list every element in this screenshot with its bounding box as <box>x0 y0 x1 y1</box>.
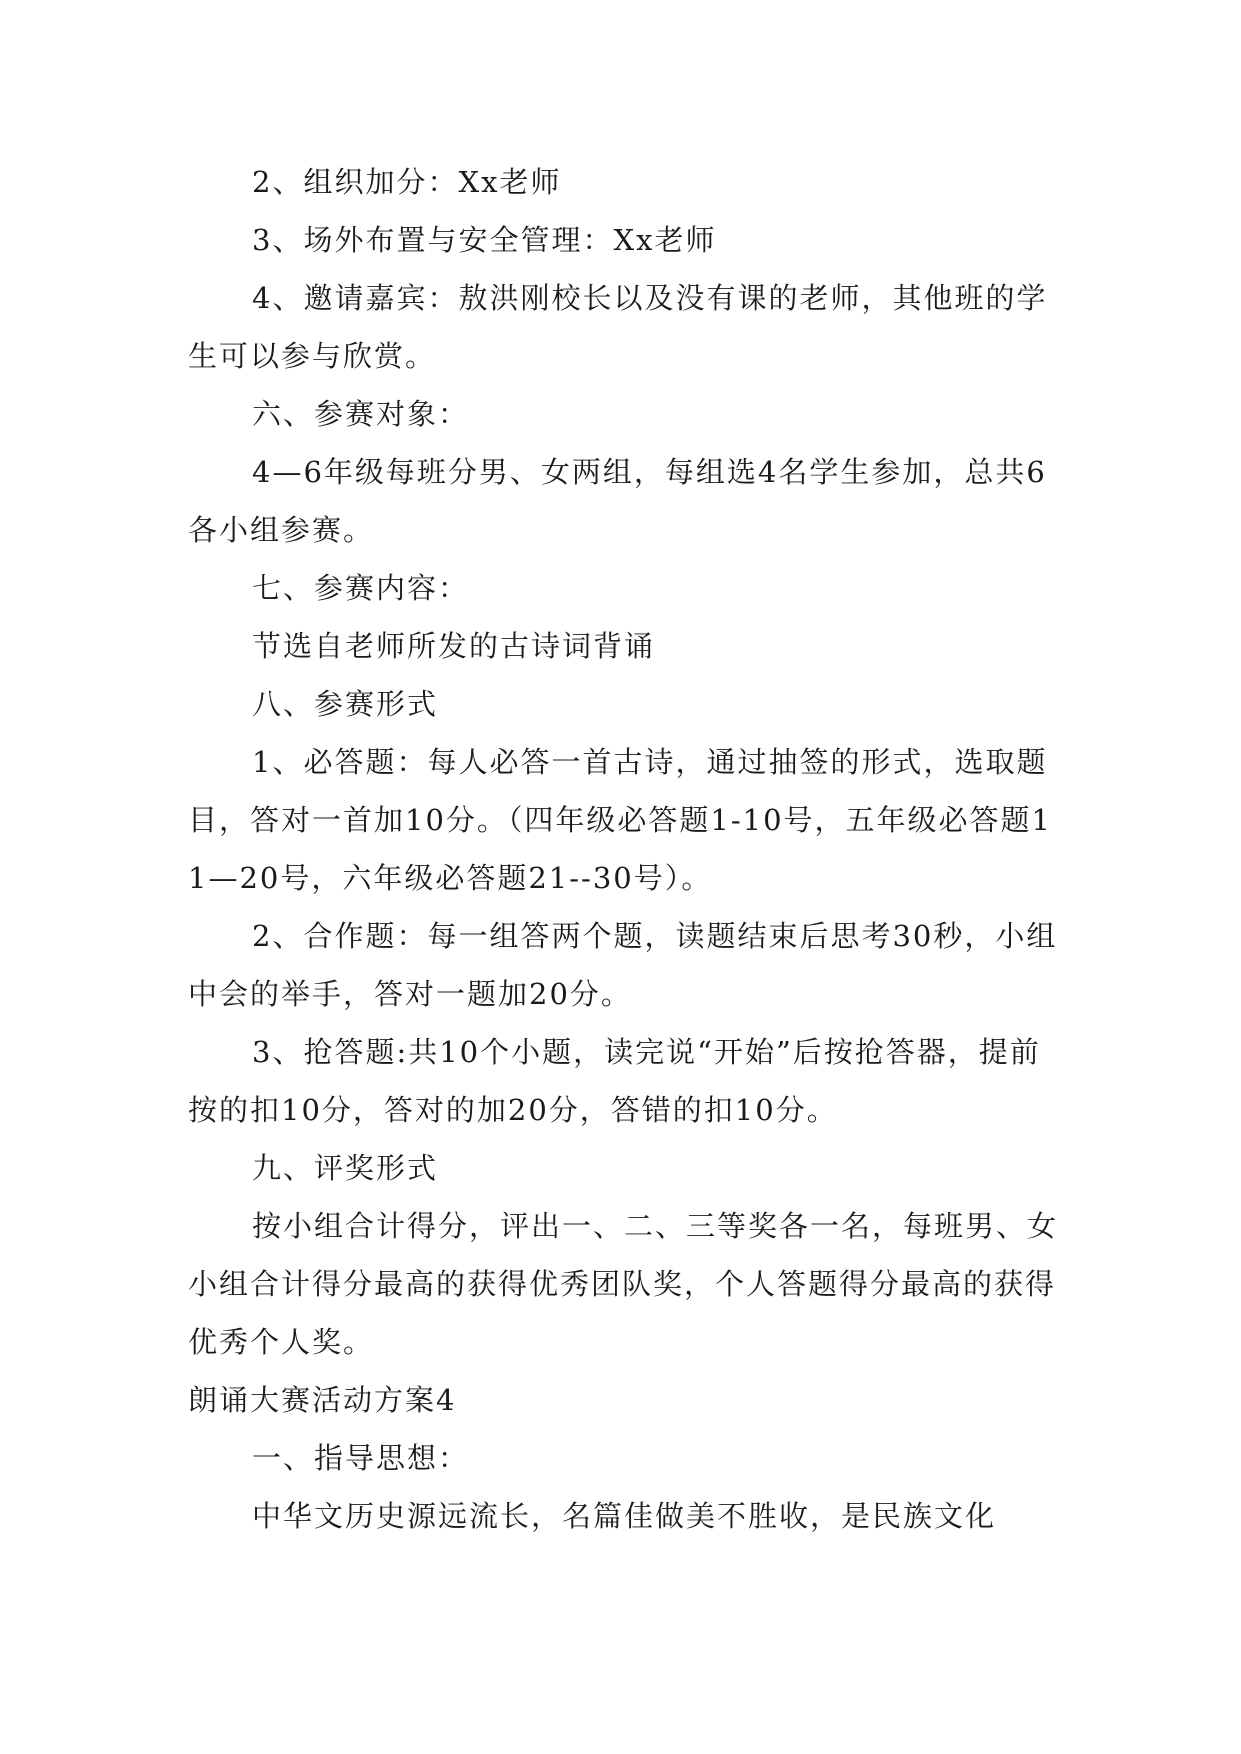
paragraph-organize-scoring: 2、组织加分：Xx老师 <box>252 165 562 199</box>
document-body <box>188 153 1068 1545</box>
heading-content: 七、参赛内容： <box>252 571 470 605</box>
heading-awards: 九、评奖形式 <box>252 1151 439 1185</box>
paragraph-content: 节选自老师所发的古诗词背诵 <box>252 629 656 663</box>
paragraph-guiding-ideology: 中华文历史源远流长，名篇佳做美不胜收，是民族文化 <box>252 1499 997 1533</box>
paragraph-buzzer-questions: 3、抢答题:共10个小题，读完说“开始”后按抢答器，提前按的扣10分，答对的加20分，答错的扣10分。 <box>188 1035 1041 1127</box>
paragraph-venue-safety: 3、场外布置与安全管理：Xx老师 <box>252 223 717 257</box>
heading-guiding-ideology: 一、指导思想： <box>252 1441 470 1475</box>
paragraph-awards: 按小组合计得分，评出一、二、三等奖各一名，每班男、女小组合计得分最高的获得优秀团队奖，个人答题得分最高的获得优秀个人奖。 <box>188 1209 1059 1359</box>
paragraph-participants: 4—6年级每班分男、女两组，每组选4名学生参加，总共6各小组参赛。 <box>188 455 1047 547</box>
paragraph-invite-guests: 4、邀请嘉宾：敖洪刚校长以及没有课的老师，其他班的学生可以参与欣赏。 <box>188 281 1048 373</box>
section-title: 朗诵大赛活动方案4 <box>188 1383 457 1417</box>
heading-participants: 六、参赛对象： <box>252 397 470 431</box>
paragraph-required-questions: 1、必答题：每人必答一首古诗，通过抽签的形式，选取题目，答对一首加10分。（四年级必答题1-10号，五年级必答题11—20号，六年级必答题21--30号）。 <box>188 745 1053 895</box>
heading-format: 八、参赛形式 <box>252 687 439 721</box>
paragraph-cooperative-questions: 2、合作题：每一组答两个题，读题结束后思考30秒，小组中会的举手，答对一题加20分。 <box>188 919 1058 1011</box>
